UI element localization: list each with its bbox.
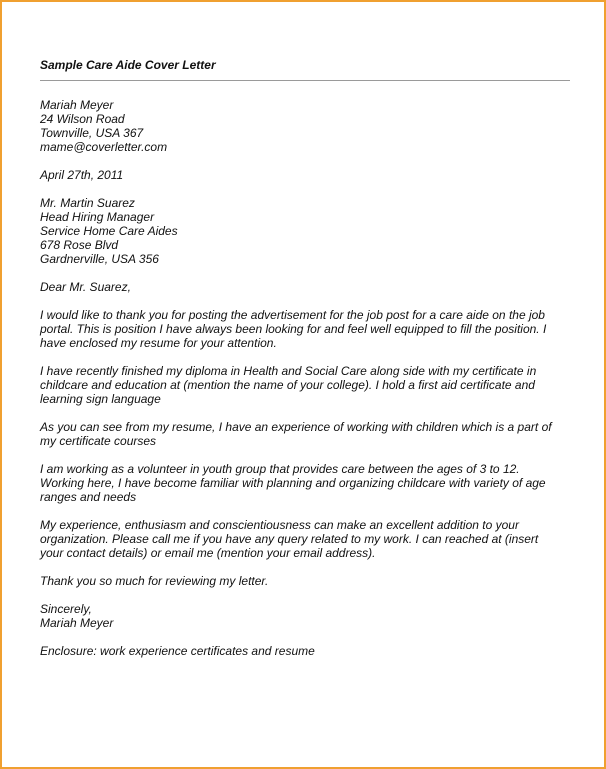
page-title: Sample Care Aide Cover Letter [40,58,216,72]
closing-block [40,602,570,630]
paragraph-line: Working here, I have become familiar with planning and organizing childcare with variety of age [40,476,546,490]
paragraph-line: have enclosed my resume for your attention. [40,336,277,350]
date-text: April 27th, 2011 [40,168,124,182]
paragraph-line: learning sign language [40,392,161,406]
recipient-name: Mr. Martin Suarez [40,196,135,210]
paragraph-3 [40,420,570,448]
sender-street: 24 Wilson Road [40,112,125,126]
sender-city: Townville, USA 367 [40,126,144,140]
sender-address [40,98,570,154]
signature-name: Mariah Meyer [40,616,114,630]
recipient-address [40,196,570,266]
paragraph-1 [40,308,570,350]
paragraph-line: ranges and needs [40,490,137,504]
paragraph-line: I am working as a volunteer in youth group that provides care between the ages of 3 to 12. [40,462,520,476]
title-divider [40,80,570,81]
enclosure [40,644,570,658]
paragraph-4 [40,462,570,504]
paragraph-6 [40,574,570,588]
letter-date [40,168,570,182]
paragraph-line: my certificate courses [40,434,157,448]
recipient-city: Gardnerville, USA 356 [40,252,159,266]
salutation-text: Dear Mr. Suarez, [40,280,131,294]
paragraph-5 [40,518,570,560]
recipient-street: 678 Rose Blvd [40,238,119,252]
paragraph-2 [40,364,570,406]
paragraph-line: My experience, enthusiasm and conscientiousness can make an excellent addition to your [40,518,519,532]
salutation [40,280,570,294]
enclosure-text: Enclosure: work experience certificates and resume [40,644,315,658]
paragraph-line: portal. This is position I have always been looking for and feel well equipped to fill the position. I [40,322,547,336]
paragraph-line: I have recently finished my diploma in Health and Social Care along side with my certificate in [40,364,537,378]
closing-text: Sincerely, [40,602,92,616]
sender-email: mame@coverletter.com [40,140,168,154]
paragraph-line: organization. Please call me if you have any query related to my work. I can reached at (insert [40,532,539,546]
paragraph-line: Thank you so much for reviewing my letter. [40,574,269,588]
paragraph-line: childcare and education at (mention the name of your college). I hold a first aid certificate and [40,378,535,392]
paragraph-line: your contact details) or email me (mention your email address). [40,546,376,560]
sender-name: Mariah Meyer [40,98,114,112]
paragraph-line: I would like to thank you for posting the advertisement for the job post for a care aide on the job [40,308,545,322]
paragraph-line: As you can see from my resume, I have an experience of working with children which is a part of [40,420,552,434]
recipient-company: Service Home Care Aides [40,224,178,238]
recipient-title: Head Hiring Manager [40,210,155,224]
